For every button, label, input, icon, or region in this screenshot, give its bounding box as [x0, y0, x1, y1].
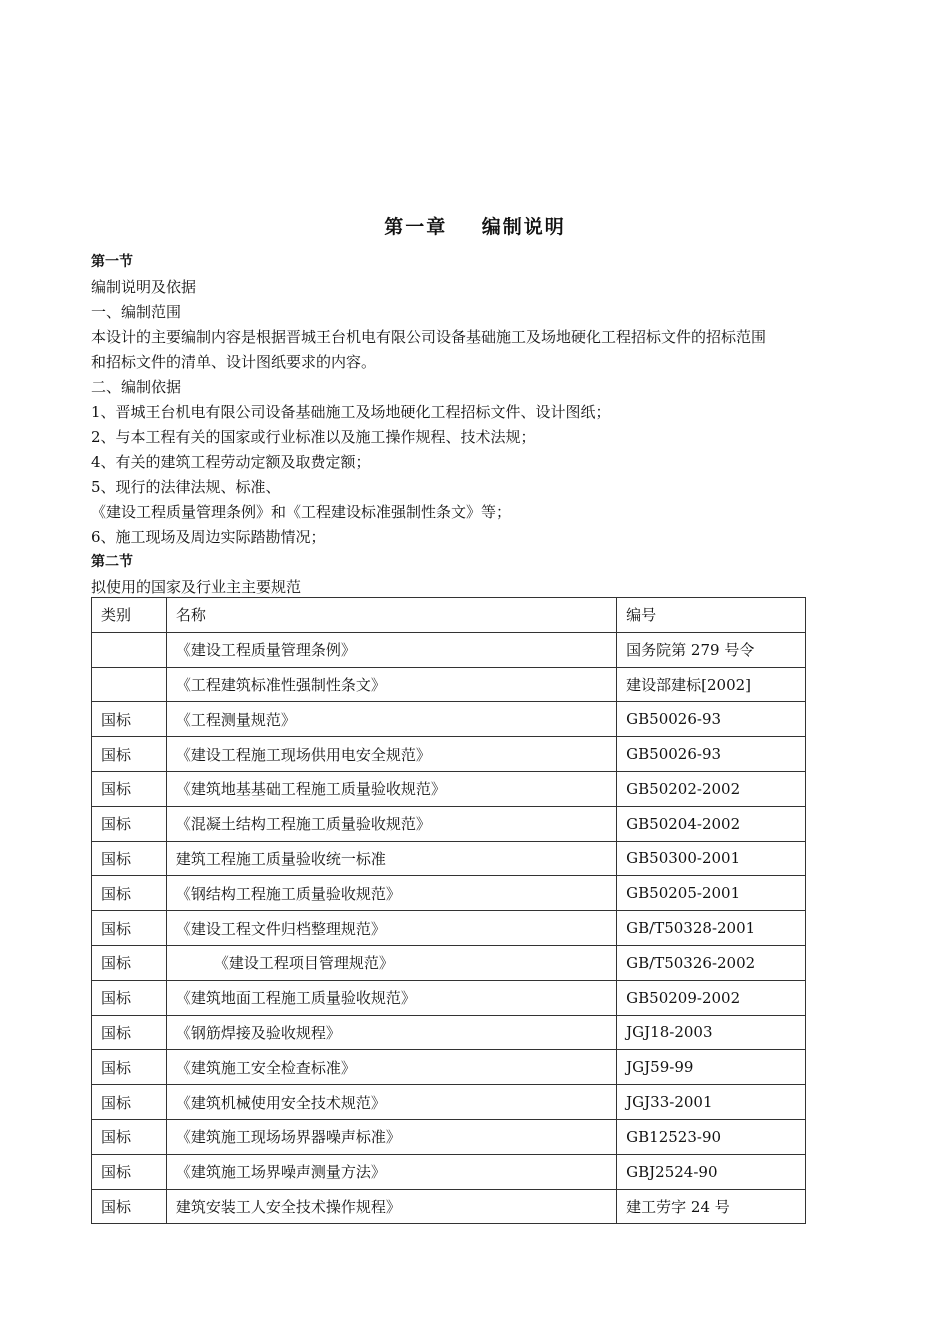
cell-category: 国标 [92, 1189, 167, 1224]
basis-item: 2、与本工程有关的国家或行业标准以及施工操作规程、技术法规； [91, 428, 536, 446]
basis-item: 6、施工现场及周边实际踏勘情况； [91, 528, 326, 546]
cell-code: GB/T50326-2002 [617, 945, 806, 980]
standards-table [91, 597, 806, 1224]
table-row [92, 632, 806, 667]
cell-category: 国标 [92, 1085, 167, 1120]
scope-heading: 一、编制范围 [91, 303, 182, 321]
cell-category: 国标 [92, 876, 167, 911]
cell-category: 国标 [92, 1015, 167, 1050]
scope-text-line-1: 本设计的主要编制内容是根据晋城王台机电有限公司设备基础施工及场地硬化工程招标文件的招标范围 [91, 328, 767, 346]
header-code: 编号 [617, 598, 806, 633]
cell-code: GB12523-90 [617, 1119, 806, 1154]
cell-name: 《建筑地基基础工程施工质量验收规范》 [166, 771, 616, 806]
section-subtitle-2: 拟使用的国家及行业主主要规范 [91, 578, 302, 596]
body-text [91, 250, 861, 600]
cell-category: 国标 [92, 737, 167, 772]
table-row [92, 737, 806, 772]
cell-code: 建工劳字 24 号 [617, 1189, 806, 1224]
cell-code: GB/T50328-2001 [617, 911, 806, 946]
cell-code: GB50209-2002 [617, 980, 806, 1015]
table-row [92, 841, 806, 876]
cell-category [92, 667, 167, 702]
chapter-title: 第一章 编制说明 [384, 216, 566, 238]
cell-name: 《建筑机械使用安全技术规范》 [166, 1085, 616, 1120]
basis-item: 4、有关的建筑工程劳动定额及取费定额； [91, 453, 371, 471]
section-subtitle-1: 编制说明及依据 [91, 278, 197, 296]
cell-name: 《建设工程质量管理条例》 [166, 632, 616, 667]
table-row [92, 1050, 806, 1085]
cell-category: 国标 [92, 911, 167, 946]
cell-code: GB50026-93 [617, 702, 806, 737]
basis-heading: 二、编制依据 [91, 378, 182, 396]
cell-category: 国标 [92, 771, 167, 806]
cell-name: 《建设工程项目管理规范》 [166, 945, 616, 980]
cell-name: 《混凝土结构工程施工质量验收规范》 [166, 806, 616, 841]
cell-name: 《建筑施工场界噪声测量方法》 [166, 1154, 616, 1189]
cell-category: 国标 [92, 1050, 167, 1085]
cell-name: 《建筑地面工程施工质量验收规范》 [166, 980, 616, 1015]
header-name: 名称 [166, 598, 616, 633]
basis-item: 5、现行的法律法规、标准、 [91, 478, 281, 496]
cell-code: GB50204-2002 [617, 806, 806, 841]
cell-code: 国务院第 279 号令 [617, 632, 806, 667]
cell-name: 《建筑施工安全检查标准》 [166, 1050, 616, 1085]
table-row [92, 806, 806, 841]
table-row [92, 1085, 806, 1120]
cell-name: 《工程测量规范》 [166, 702, 616, 737]
basis-item: 《建设工程质量管理条例》和《工程建设标准强制性条文》等； [91, 503, 512, 521]
basis-item: 1、晋城王台机电有限公司设备基础施工及场地硬化工程招标文件、设计图纸； [91, 403, 611, 421]
cell-name: 建筑安装工人安全技术操作规程》 [166, 1189, 616, 1224]
cell-category: 国标 [92, 980, 167, 1015]
table-row [92, 945, 806, 980]
table-row [92, 702, 806, 737]
table-row [92, 876, 806, 911]
table-row [92, 980, 806, 1015]
cell-name: 《建设工程文件归档整理规范》 [166, 911, 616, 946]
cell-code: JGJ18-2003 [617, 1015, 806, 1050]
cell-category: 国标 [92, 806, 167, 841]
cell-code: GB50300-2001 [617, 841, 806, 876]
table-row [92, 1154, 806, 1189]
cell-category: 国标 [92, 1119, 167, 1154]
section-heading-2: 第二节 [91, 554, 133, 570]
table-row [92, 911, 806, 946]
table-row [92, 1189, 806, 1224]
cell-category: 国标 [92, 841, 167, 876]
cell-category [92, 632, 167, 667]
cell-code: 建设部建标[2002] [617, 667, 806, 702]
cell-code: GB50205-2001 [617, 876, 806, 911]
cell-code: GBJ2524-90 [617, 1154, 806, 1189]
header-category: 类别 [92, 598, 167, 633]
cell-name: 《钢结构工程施工质量验收规范》 [166, 876, 616, 911]
cell-category: 国标 [92, 1154, 167, 1189]
cell-name: 《建筑施工现场场界器噪声标准》 [166, 1119, 616, 1154]
cell-category: 国标 [92, 945, 167, 980]
cell-code: JGJ33-2001 [617, 1085, 806, 1120]
table-row [92, 1015, 806, 1050]
cell-name: 《钢筋焊接及验收规程》 [166, 1015, 616, 1050]
section-heading-1: 第一节 [91, 254, 133, 270]
table-row [92, 771, 806, 806]
table-row [92, 1119, 806, 1154]
cell-name: 《工程建筑标准性强制性条文》 [166, 667, 616, 702]
cell-code: GB50026-93 [617, 737, 806, 772]
cell-name: 《建设工程施工现场供用电安全规范》 [166, 737, 616, 772]
cell-code: GB50202-2002 [617, 771, 806, 806]
table-row [92, 667, 806, 702]
cell-code: JGJ59-99 [617, 1050, 806, 1085]
cell-category: 国标 [92, 702, 167, 737]
table-header-row [92, 598, 806, 633]
scope-text-line-2: 和招标文件的清单、设计图纸要求的内容。 [91, 353, 377, 371]
cell-name: 建筑工程施工质量验收统一标准 [166, 841, 616, 876]
